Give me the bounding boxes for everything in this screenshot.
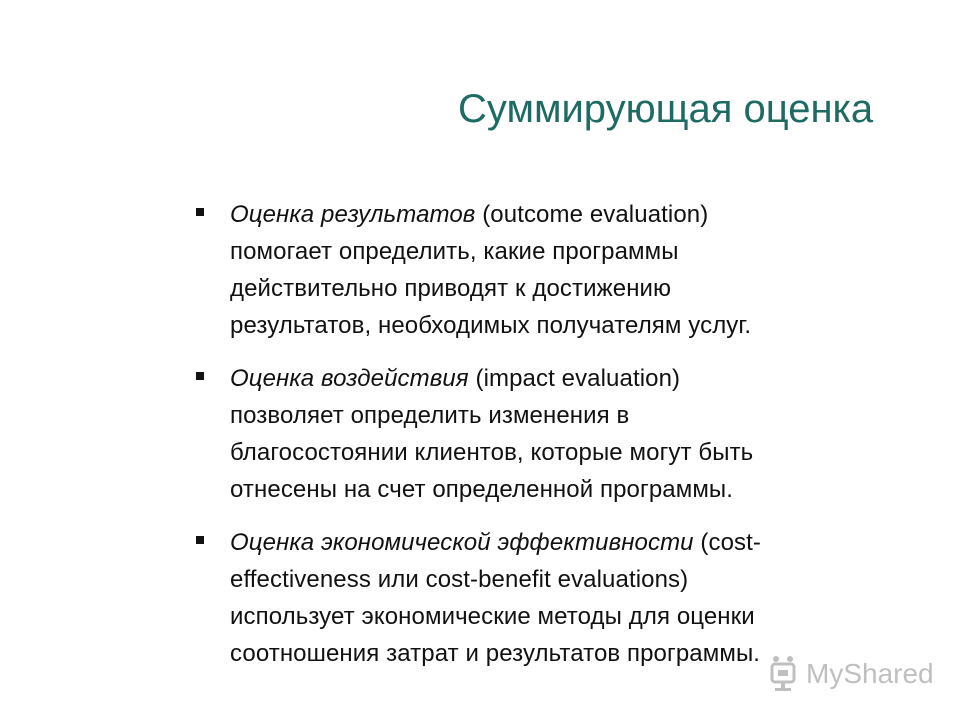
bullet-text <box>230 196 890 344</box>
bullet-line: помогает определить, какие программы <box>230 238 679 265</box>
bullet-line: благосостоянии клиентов, которые могут быть <box>230 439 754 466</box>
bullet-text <box>230 524 890 672</box>
bullet-term: Оценка воздействия <box>230 365 469 392</box>
bullet-line-rest: (impact evaluation) <box>468 365 681 392</box>
bullet-term: Оценка результатов <box>230 201 476 228</box>
bullet-text <box>230 360 890 508</box>
bullet-line: соотношения затрат и результатов программы. <box>230 640 761 667</box>
bullet-line: использует экономические методы для оценки <box>230 603 755 630</box>
bullet-line-rest: (cost- <box>693 529 761 556</box>
bullet-line: действительно приводят к достижению <box>230 275 672 302</box>
square-bullet-icon <box>196 372 204 380</box>
watermark-text: MyShared <box>806 658 934 689</box>
bullet-term: Оценка экономической эффективности <box>230 529 694 556</box>
slide-title: Суммирующая оценка <box>458 87 874 131</box>
bullet-line <box>230 196 890 233</box>
bullet-line: effectiveness или cost-benefit evaluations) <box>230 566 689 593</box>
bullet-line <box>230 360 890 397</box>
myshared-watermark <box>766 654 934 696</box>
bullet-line <box>230 524 890 561</box>
bullet-line: отнесены на счет определенной программы. <box>230 476 734 503</box>
bullet-line: результатов, необходимых получателям услуг. <box>230 312 752 339</box>
square-bullet-icon <box>196 536 204 544</box>
square-bullet-icon <box>196 208 204 216</box>
bullet-line-rest: (outcome evaluation) <box>475 201 709 228</box>
myshared-logo-icon <box>766 654 800 694</box>
bullet-line: позволяет определить изменения в <box>230 402 630 429</box>
